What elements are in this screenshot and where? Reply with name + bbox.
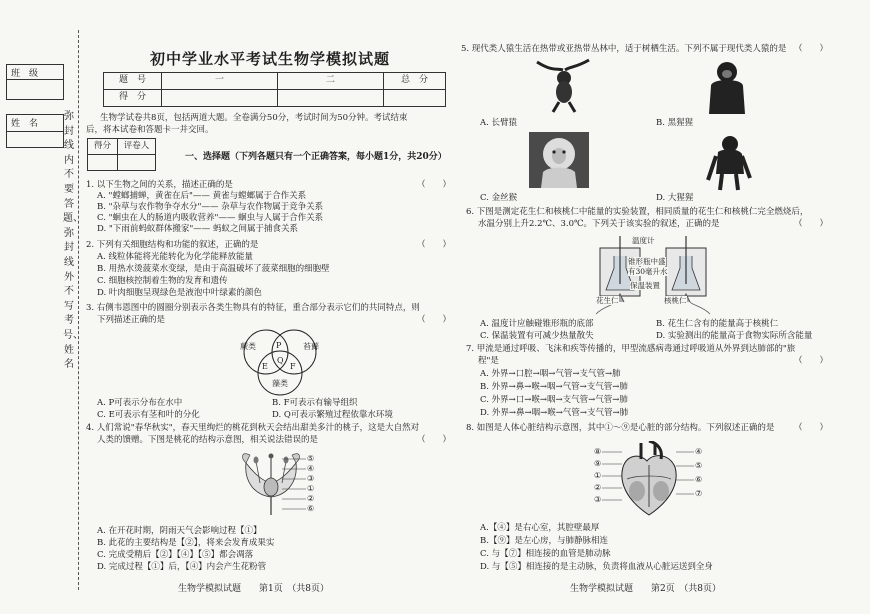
heart-label-8: ⑧: [594, 447, 602, 456]
q4-stem: 4. 人们常说"春华秋实"，春天里绚烂的桃花到秋天会结出甜美多汁的桃子，这是大自然对: [86, 423, 420, 433]
intro-line-1: 生物学试卷共8页，包括两道大题。全卷满分50分，考试时间为50分钟。考试结束: [100, 113, 408, 123]
page-title: 初中学业水平考试生物学模拟试题: [150, 50, 391, 68]
q8-option-b: B.【⑨】是左心房，与肺静脉相连: [480, 536, 608, 546]
flower-label-3: ③: [307, 474, 315, 483]
q7-option-d: D. 外界→鼻→咽→喉→气管→支气管→肺: [480, 408, 629, 418]
q8-option-d: D. 与【⑤】相连接的是主动脉，负责将血液从心脏运送到全身: [480, 562, 713, 572]
heart-label-9: ⑨: [594, 459, 602, 468]
q4-option-b: B. 此花的主要结构是【②】，将来会发育成果实: [97, 538, 275, 548]
q2-option-b: B. 用热水烫菠菜水变绿，是由于高温破坏了菠菜细胞的细胞壁: [97, 264, 330, 274]
q5-option-b: B. 黑猩猩: [656, 118, 694, 128]
venn-label-c3: 藻类: [272, 379, 288, 388]
q5-option-c: C. 金丝猴: [480, 193, 518, 203]
footer-right: 生物学模拟试题 第2页 （共8页）: [570, 584, 721, 594]
q6-option-a: A. 温度计应触碰锥形瓶的底部: [480, 319, 594, 329]
intro-line-2: 后，将本试卷和答题卡一并交回。: [86, 125, 214, 135]
score-cell-1: [162, 90, 278, 107]
class-box: [6, 64, 64, 100]
q4-option-d: D. 完成过程【①】后，【④】内会产生花粉管: [97, 562, 267, 572]
q2-option-d: D. 叶肉细胞呈现绿色是液泡中叶绿素的颜色: [97, 288, 262, 298]
heart-label-3: ③: [594, 495, 602, 504]
score-cell-total: [384, 90, 446, 107]
chimpanzee-image: [701, 58, 753, 116]
calorimeter-label-water: 有30毫升水: [628, 267, 668, 276]
q6-option-c: C. 保温装置有可减少热量散失: [480, 331, 594, 341]
q7-option-c: C. 外界→口→喉→咽→支气管→气管→肺: [480, 395, 628, 405]
q6-option-d: D. 实验测出的能量高于食物实际所含能量: [656, 331, 813, 341]
q3-option-a: A. P可表示分布在水中: [97, 398, 183, 408]
q2-stem: 2. 下列有关细胞结构和功能的叙述，正确的是: [86, 240, 259, 250]
gorilla-image: [704, 134, 754, 192]
q4-answer-paren: （ ）: [417, 435, 452, 445]
name-box: [6, 114, 64, 148]
q3-option-d: D. Q可表示繁殖过程依靠水环境: [272, 410, 393, 420]
q4-stem-2: 人类的馈赠。下图是桃花的结构示意图，相关说法错误的是: [97, 435, 319, 445]
venn-label-p: P: [276, 341, 282, 350]
q1-option-c: C. "蛔虫在人的肠道内吸收营养"—— 蛔虫与人属于合作关系: [97, 213, 324, 223]
score-col-1: 一: [162, 73, 278, 90]
q5-option-d: D. 大猩猩: [656, 193, 694, 203]
calorimeter-label-walnut: 核桃仁: [664, 296, 687, 305]
heart-label-5: ⑤: [695, 461, 703, 470]
flower-label-6: ⑥: [307, 504, 315, 513]
grader-name-cell: [118, 155, 156, 171]
flower-label-5: ⑤: [307, 454, 315, 463]
grader-score-label: 得分: [88, 139, 118, 155]
q6-option-b: B. 花生仁含有的能量高于核桃仁: [656, 319, 779, 329]
q8-answer-paren: （ ）: [794, 423, 829, 433]
score-col-total: 总 分: [384, 73, 446, 90]
score-row-label: 得 分: [104, 90, 162, 107]
calorimeter-label-insulation: 保温装置: [630, 281, 660, 290]
q8-stem: 8. 如图是人体心脏结构示意图，其中①～⑨是心脏的部分结构。下列叙述正确的是: [466, 423, 775, 433]
q5-stem: 5. 现代类人猿生活在热带或亚热带丛林中，适于树栖生活。下列不属于现代类人猿的是: [461, 44, 787, 54]
q7-option-a: A. 外界→口腔→咽→气管→支气管→肺: [480, 369, 621, 379]
q7-answer-paren: （ ）: [794, 356, 829, 366]
q3-stem-2: 下列描述正确的是: [97, 315, 166, 325]
flower-label-2: ②: [307, 494, 315, 503]
footer-left: 生物学模拟试题 第1页 （共8页）: [178, 584, 329, 594]
q6-stem: 6. 下图是测定花生仁和核桃仁中能量的实验装置，相同质量的花生仁和核桃仁完全燃烧后，: [466, 207, 809, 217]
heart-label-2: ②: [594, 483, 602, 492]
venn-label-c2: 苔藓: [303, 342, 319, 351]
grader-table: [87, 138, 156, 171]
q1-option-a: A. "螳螂捕蝉，黄雀在后"—— 黄雀与螳螂属于合作关系: [97, 191, 307, 201]
venn-label-c1: 蕨类: [240, 342, 256, 351]
heart-label-1: ①: [594, 471, 602, 480]
venn-label-e: E: [262, 362, 268, 371]
q2-answer-paren: （ ）: [417, 240, 452, 250]
q7-option-b: B. 外界→鼻→喉→咽→气管→支气管→肺: [480, 382, 628, 392]
calorimeter-label-thermometer: 温度计: [632, 236, 655, 245]
q1-stem: 1. 以下生物之间的关系，描述正确的是: [86, 180, 233, 190]
name-label: 姓 名: [11, 119, 39, 129]
grader-name-label: 评卷人: [118, 139, 156, 155]
q4-option-c: C. 完成受精后【②】【④】【⑤】都会凋落: [97, 550, 254, 560]
grader-score-cell: [88, 155, 118, 171]
calorimeter-label-peanut: 花生仁: [596, 296, 619, 305]
q5-answer-paren: （ ）: [794, 44, 829, 54]
class-label: 班 级: [11, 69, 39, 79]
q1-answer-paren: （ ）: [417, 180, 452, 190]
heart-leaders: [596, 446, 702, 516]
score-cell-2: [278, 90, 384, 107]
q1-option-b: B. "杂草与农作物争夺水分"—— 杂草与农作物属于竞争关系: [97, 202, 324, 212]
heart-label-7: ⑦: [695, 489, 703, 498]
venn-label-f: F: [290, 362, 296, 371]
golden-monkey-image: [529, 132, 589, 188]
calorimeter-label-flask: 锥形瓶中盛: [628, 257, 666, 266]
heart-label-6: ⑥: [695, 475, 703, 484]
flower-label-1: ①: [307, 484, 315, 493]
q7-stem-2: 程"是: [478, 356, 499, 366]
gibbon-image: [533, 58, 593, 114]
flower-label-4: ④: [307, 464, 315, 473]
q2-option-a: A. 线粒体能将光能转化为化学能释放能量: [97, 252, 254, 262]
q8-option-a: A.【④】是右心室，其腔壁最厚: [480, 523, 600, 533]
q3-stem: 3. 右侧韦恩图中的圆圈分别表示各类生物具有的特征，重合部分表示它们的共同特点，则: [86, 303, 420, 313]
section-title: 一、选择题（下列各题只有一个正确答案，每小题1分，共20分）: [185, 152, 447, 162]
q2-option-c: C. 细胞核控制着生物的发育和遗传: [97, 276, 228, 286]
heart-label-4: ④: [695, 447, 703, 456]
q3-answer-paren: （ ）: [417, 315, 452, 325]
q4-option-a: A. 在开花时期，阴雨天气会影响过程【①】: [97, 526, 262, 536]
q6-stem-2: 水温分别上升2.2℃、3.0℃。下列关于该实验的叙述，正确的是: [478, 219, 720, 229]
q3-option-c: C. E可表示有茎和叶的分化: [97, 410, 200, 420]
score-table: [103, 72, 446, 107]
venn-label-q: Q: [277, 356, 284, 365]
q1-option-d: D. "下雨前蚂蚁群体搬家"—— 蚂蚁之间属于捕食关系: [97, 224, 298, 234]
score-col-label: 题 号: [104, 73, 162, 90]
q8-option-c: C. 与【⑦】相连接的血管是肺动脉: [480, 549, 611, 559]
q7-stem: 7. 甲流是通过呼吸、飞沫和疾等传播的，甲型流感病毒通过呼吸道从外界到达肺部的"旅: [466, 344, 796, 354]
q5-option-a: A. 长臂猿: [480, 118, 518, 128]
seal-notice: 弥封线内不要答题、弥封线外不写考号、姓名: [63, 111, 83, 371]
q6-answer-paren: （ ）: [794, 219, 829, 229]
q3-option-b: B. F可表示有输导组织: [272, 398, 358, 408]
seal-line: [78, 30, 79, 590]
score-col-2: 二: [278, 73, 384, 90]
